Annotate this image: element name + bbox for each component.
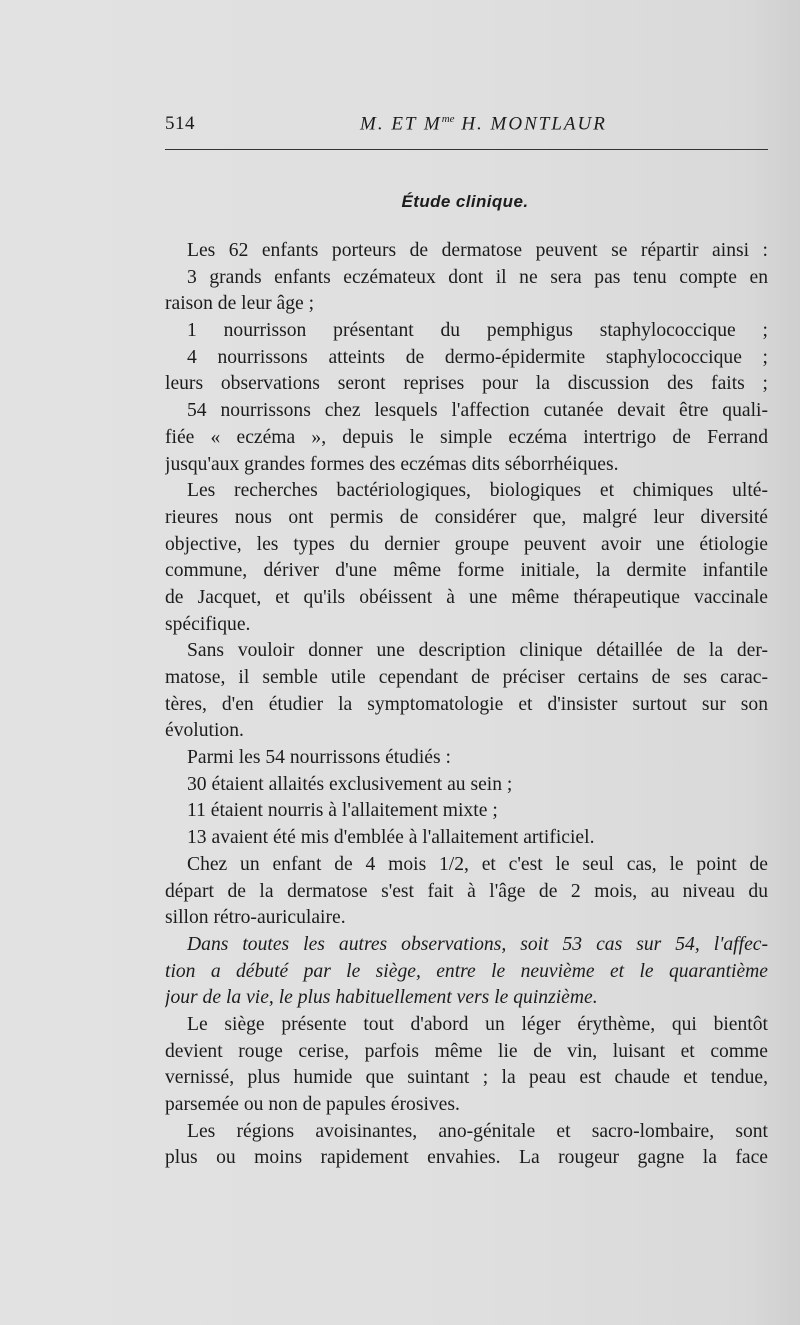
text-line: fiée « eczéma », depuis le simple eczéma intertrigo de Ferrand [165, 426, 768, 448]
body-text [165, 238, 768, 1172]
text-line: départ de la dermatose s'est fait à l'âge de 2 mois, au niveau du [165, 880, 768, 902]
text-line: Le siège présente tout d'abord un léger érythème, qui bientôt [187, 1013, 768, 1035]
text-line: 11 étaient nourris à l'allaitement mixte ; [187, 800, 498, 822]
text-line: jusqu'aux grandes formes des eczémas dits séborrhéiques. [165, 453, 619, 475]
text-line: rieures nous ont permis de considérer que, malgré leur diversité [165, 506, 768, 528]
text-line-italic: jour de la vie, le plus habituellement vers le quinzième. [165, 987, 598, 1009]
text-line-italic: tion a débuté par le siège, entre le neuvième et le quarantième [165, 960, 768, 982]
text-line: 30 étaient allaités exclusivement au sein ; [187, 773, 513, 795]
text-line: 13 avaient été mis d'emblée à l'allaitement artificiel. [187, 827, 595, 849]
section-title: Étude clinique. [401, 192, 529, 211]
text-line: spécifique. [165, 613, 251, 635]
text-line: commune, dériver d'une même forme initiale, la dermite infantile [165, 560, 768, 582]
text-line: leurs observations seront reprises pour la discussion des faits ; [165, 373, 768, 395]
text-line: devient rouge cerise, parfois même lie de vin, luisant et comme [165, 1040, 768, 1062]
text-line: Les régions avoisinantes, ano-génitale et sacro-lombaire, sont [187, 1120, 768, 1142]
page-header [165, 113, 765, 143]
text-line: Parmi les 54 nourrissons étudiés : [187, 747, 451, 769]
text-line: tères, d'en étudier la symptomatologie et d'insister surtout sur son [165, 693, 768, 715]
text-line: vernissé, plus humide que suintant ; la peau est chaude et tendue, [165, 1067, 768, 1089]
running-head-prefix: M. ET M [360, 113, 442, 135]
text-line: Les recherches bactériologiques, biologiques et chimiques ulté- [187, 480, 768, 502]
text-line: plus ou moins rapidement envahies. La rougeur gagne la face [165, 1147, 768, 1169]
text-line: parsemée ou non de papules érosives. [165, 1094, 460, 1115]
text-line: objective, les types du dernier groupe peuvent avoir une étiologie [165, 533, 768, 555]
text-line: Chez un enfant de 4 mois 1/2, et c'est le seul cas, le point de [187, 853, 768, 875]
running-head [360, 113, 607, 135]
text-line-italic: Dans toutes les autres observations, soit 53 cas sur 54, l'affec- [187, 933, 768, 955]
text-line: sillon rétro-auriculaire. [165, 907, 346, 929]
text-line: raison de leur âge ; [165, 293, 315, 315]
text-line: Les 62 enfants porteurs de dermatose peuvent se répartir ainsi : [187, 240, 768, 261]
text-line: 3 grands enfants eczémateux dont il ne sera pas tenu compte en [187, 266, 768, 288]
text-line: 4 nourrissons atteints de dermo-épidermite staphylococcique ; [187, 346, 768, 368]
running-head-suffix: H. MONTLAUR [454, 113, 607, 135]
text-line: 1 nourrisson présentant du pemphigus staphylococcique ; [187, 320, 768, 342]
text-line: Sans vouloir donner une description clinique détaillée de la der- [187, 640, 768, 662]
text-line: matose, il semble utile cependant de préciser certains de ses carac- [165, 667, 768, 688]
text-line: de Jacquet, et qu'ils obéissent à une même thérapeutique vaccinale [165, 586, 768, 608]
text-line: évolution. [165, 720, 244, 742]
text-line: 54 nourrissons chez lesquels l'affection cutanée devait être quali- [187, 400, 768, 422]
running-head-superscript: me [441, 113, 455, 125]
header-rule [165, 149, 768, 150]
page-number: 514 [165, 113, 195, 134]
